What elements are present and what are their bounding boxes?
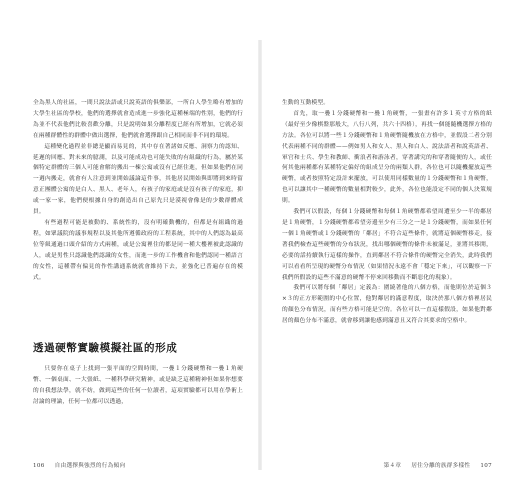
paragraph: 全為黑人的社區，一間只說法語或只說英語的俱樂部，一所白人學生略有增加的大學生社區的學校，他們的選擇就會造成進一步強化這種極端的性別，他們的行為並不代表他們比較喜歡分離，只是說明如果分離程度已經有所增加，它就必須在兩種群體性的群體中做出選擇，他們就會選擇跟自己相同而非不同的環境。 xyxy=(33,100,243,139)
paragraph: 我們可以假設，每個１分錢硬幣和每個１角硬幣都希望周遭至少一半的鄰居是１角硬幣，１分錢硬幣都希望旁邊至少有三分之一是１分錢硬幣，而如果任何一個１角硬幣或１分錢硬幣的「鄰居」不符合這些條件，就將這個硬幣移走，接著我們檢查這些硬幣的分布狀況，找出哪個硬幣的條件未被滿足，並將其移開，必要的話持續執行這樣的操作，直到鄰居不符合條件的硬幣完全消失，此時我們可以看看所呈現的硬幣分布情況（如果情況永遠不會「穩定下來」，可以觀察一下我們所假設的這些不滿意的硬幣不停來回移動而不斷惡化的現象）。 xyxy=(282,209,492,281)
paragraph: 生動的互動模型。 xyxy=(282,100,330,106)
left-page-footer xyxy=(33,461,133,469)
section-heading: 透過硬幣實驗模擬社區的形成 xyxy=(33,342,178,354)
section-body xyxy=(33,364,243,408)
right-page-footer xyxy=(384,461,492,469)
running-head-chapter: 第４章 xyxy=(383,463,402,469)
paragraph: 我們可以將每個「鄰居」定義為：圍繞著他的八個方格，而他則位於這個３×３的正方形範圍的中心位置，他對鄰居的滿意程度，取決於那八個方格裡居民的顏色分布情況，而有些方格可能是空的。各位可以一直這樣假設，如果他對鄰居的顏色分布不滿意，就會移到讓他感到滿意且又符合其要求的空格中。 xyxy=(282,285,492,325)
paragraph: 有些過程可能是被動的、系統性的，沒有明確動機的，但都是有組織的過程，如眾議院的議事規程以及其他所遵循政府的工程系統，其中的人們認為最高位等級通過口頭介紹的方式兩種，或是公寓裡住的都是同一種大樓裡被此認識的人，或是男性只認識他們認識的女性，而進一步的工作機會和他們認同一種語言的女性，這種帶有偏見的作性講通系統就會維持下去，並強化已普遍存在的模式。 xyxy=(33,219,243,281)
paragraph: 這種變化過程並非總是顯而易見的，其中存在著諸如反應、洞察力的認知、延遲的回應、對未來的臆測，以及可能成功也可能失敗的有組織的行為，屬於某個特定群體的三個人可能會解約搬出一棟公寓或沒有已經住進，但如果他們在同一週內搬走，就會有人注意到並開始議論這件事，其他居民開始與即將到來時留意正團體公寓的是白人、黑人、老年人，有孩子的家庭或是沒有孩子的家庭，抑或一家一家，他們便根據自身的創造出自己原先只是漠視會像是的少數群體成員。 xyxy=(33,143,243,216)
running-head-book-title: 自由選擇與強烈的行為傾向 xyxy=(54,463,126,469)
right-page-body xyxy=(282,98,492,327)
page-number: 107 xyxy=(480,463,492,469)
paragraph: 首先，取一疊１分錢硬幣和一疊１角硬幣，一張畫有許多１英寸方格的紙（最好至少像棋盤那般大，八行八列，共六十四格），再找一個能隨機選擇方格的方法。各位可以將一些１分錢硬幣和１角硬幣隨機放在方格中，並假設二者分別代表兩種不同的群體——例如男人和女人、黑人和白人、說法語者和說英語者、軍官和士兵、學生和教師、衝浪者和游泳者，穿著講究的和穿著隨便的人，或任何其他兩種都有某種特定偏好的組成呈分的兩類人群，各位也可以隨機擺放這些硬幣，或者按照特定設計來擺放，可以使用同樣數量的１分錢硬幣和１角硬幣，也可以讓其中一種硬幣的數量相對較少，此外，各位也能設定不同的個人決策規則。 xyxy=(282,110,492,205)
left-page-body xyxy=(33,98,243,283)
running-head-chapter-title: 居住分離的族群多樣性 xyxy=(411,463,471,469)
paragraph: 只要你在桌子上找到一張平面的空間時間，一疊１分錢硬幣和一疊１角硬幣、一個桌面、一大張紙、一種科學研究精神，或是缺乏這種精神但如果你想要的自我想法學，就不妨，做到這些的任何一位讀者，這項實驗都可以用在學術上討論的理論，任何一位都可以透過， xyxy=(33,366,243,405)
right-page xyxy=(262,0,520,500)
page-number: 106 xyxy=(33,463,45,469)
